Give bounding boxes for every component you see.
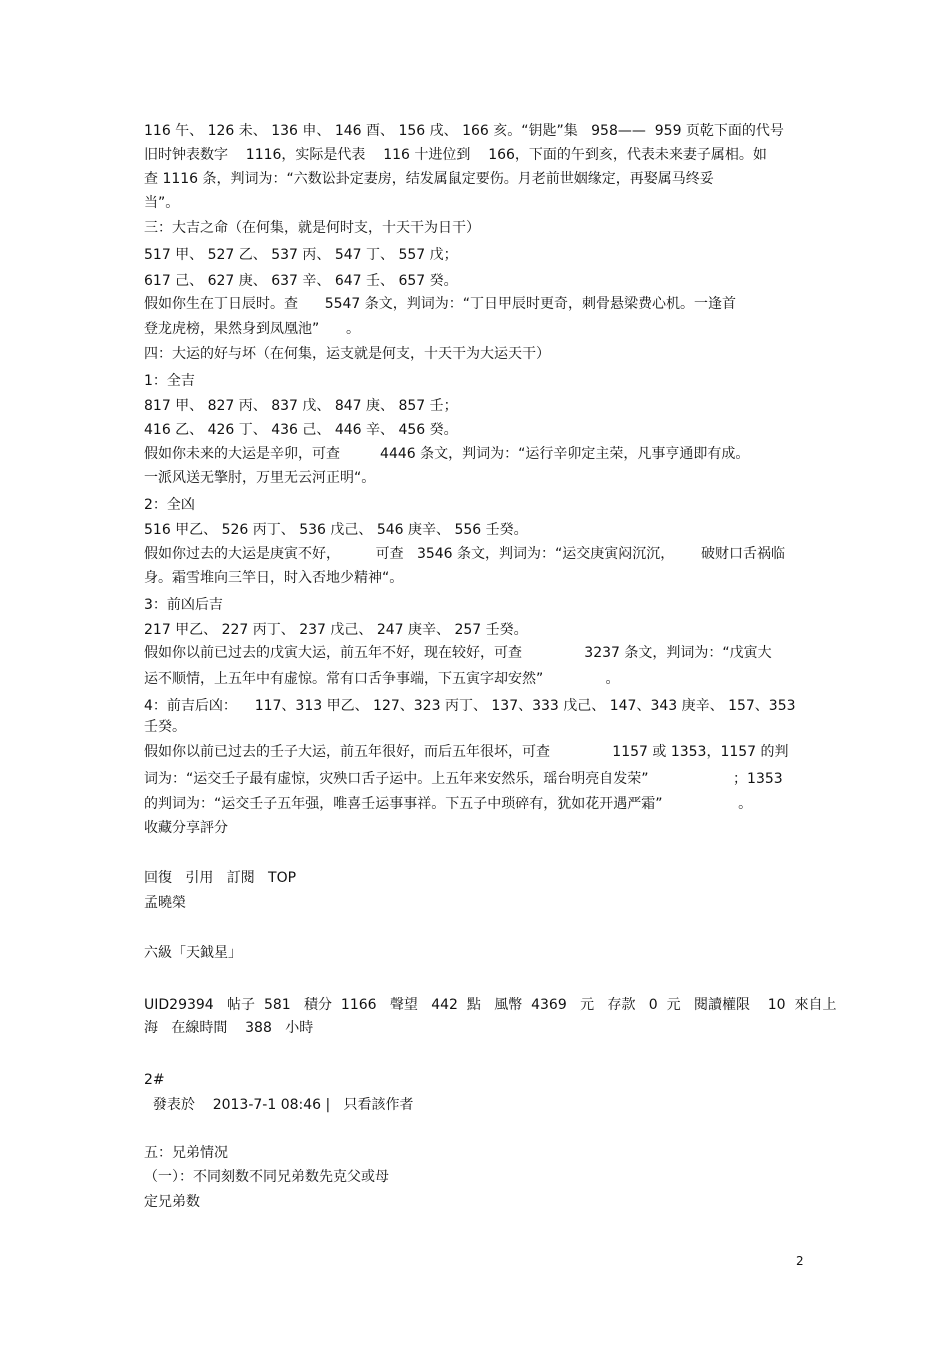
author-stats: UID29394 帖子 581 積分 1166 聲望 442 點 風幣 4369 元 存款 0 元 閱讀權限 10 來自上 — [144, 997, 837, 1013]
author-rank: 六級「天鉞星」 — [144, 945, 242, 961]
text-line: 516 甲乙、 526 丙丁、 536 戊己、 546 庚辛、 556 壬癸。 — [144, 522, 528, 538]
text-line: 假如你过去的大运是庚寅不好， 可查 3546 条文，判词为：“运交庚寅闷沉沉， 破财口舌祸临 — [144, 546, 785, 562]
text-line: 壬癸。 — [144, 719, 186, 735]
text-line: 817 甲、 827 丙、 837 戊、 847 庚、 857 壬； — [144, 398, 458, 414]
text-line: 身。霜雪堆向三竿日，时入否地少精神“。 — [144, 570, 404, 586]
sub-heading: 2：全凶 — [144, 497, 195, 513]
text-line: 假如你以前已过去的戊寅大运，前五年不好，现在较好，可查 3237 条文，判词为：“戊寅大 — [144, 645, 772, 661]
author-name: 孟曉榮 — [144, 895, 186, 911]
text-line: 当”。 — [144, 195, 180, 211]
post-floor-number: 2# — [144, 1072, 165, 1088]
text-line: 查 1116 条，判词为：“六数讼卦定妻房，结发属鼠定要伤。月老前世姻缘定，再娶属马终妥 — [144, 171, 714, 187]
sub-heading: 4：前吉后凶： 117、313 甲乙、 127、323 丙丁、 137、333 戊己、 147、343 庚辛、 157、353 — [144, 698, 796, 714]
section-heading: 三：大吉之命（在何集，就是何时支，十天干为日干） — [144, 220, 480, 236]
section-heading: 五：兄弟情况 — [144, 1145, 228, 1161]
text-line: 116 午、 126 未、 136 申、 146 酉、 156 戌、 166 亥。“钥匙”集 958—— 959 页乾下面的代号 — [144, 123, 784, 139]
post-meta: 發表於 2013-7-1 08:46 | 只看該作者 — [144, 1097, 414, 1113]
text-line: 运不顺情，上五年中有虚惊。常有口舌争事端，下五寅字却安然” 。 — [144, 671, 620, 687]
text-line: 一派风送无擎肘，万里无云河正明“。 — [144, 470, 376, 486]
sub-heading: 1：全吉 — [144, 373, 195, 389]
favorite-share-rate-links[interactable]: 收藏分享評分 — [144, 820, 228, 836]
text-line: 登龙虎榜，果然身到凤凰池” 。 — [144, 321, 360, 337]
author-stats-continued: 海 在線時間 388 小時 — [144, 1020, 314, 1036]
text-line: （一）：不同刻数不同兄弟数先克父或母 — [144, 1169, 389, 1185]
section-heading: 四：大运的好与坏（在何集，运支就是何支，十天干为大运天干） — [144, 346, 550, 362]
text-line: 旧时钟表数字 1116，实际是代表 116 十进位到 166，下面的午到亥，代表未来妻子属相。如 — [144, 147, 767, 163]
text-line: 416 乙、 426 丁、 436 己、 446 辛、 456 癸。 — [144, 422, 458, 438]
text-line: 假如你生在丁日辰时。查 5547 条文，判词为：“丁日甲辰时更奇，刺骨悬梁费心机。一逢首 — [144, 296, 737, 312]
post-action-links[interactable]: 回復 引用 訂閱 TOP — [144, 870, 297, 886]
text-line: 假如你未来的大运是辛卯，可查 4446 条文，判词为：“运行辛卯定主荣，凡事亨通即有成。 — [144, 446, 750, 462]
text-line: 的判词为：“运交壬子五年强，唯喜壬运事事祥。下五子中琐碎有，犹如花开遇严霜” 。 — [144, 796, 753, 812]
text-line: 假如你以前已过去的壬子大运，前五年很好，而后五年很坏，可查 1157 或 1353，1157 的判 — [144, 744, 789, 760]
text-line: 517 甲、 527 乙、 537 丙、 547 丁、 557 戊； — [144, 247, 458, 263]
text-line: 217 甲乙、 227 丙丁、 237 戊己、 247 庚辛、 257 壬癸。 — [144, 622, 528, 638]
page-number: 2 — [796, 1254, 804, 1268]
text-line: 617 己、 627 庚、 637 辛、 647 壬、 657 癸。 — [144, 273, 458, 289]
text-line: 词为：“运交壬子最有虚惊，灾殃口舌子运中。上五年来安然乐，瑶台明亮自发荣” ；1353 — [144, 771, 783, 787]
sub-heading: 3：前凶后吉 — [144, 597, 223, 613]
text-line: 定兄弟数 — [144, 1194, 200, 1210]
